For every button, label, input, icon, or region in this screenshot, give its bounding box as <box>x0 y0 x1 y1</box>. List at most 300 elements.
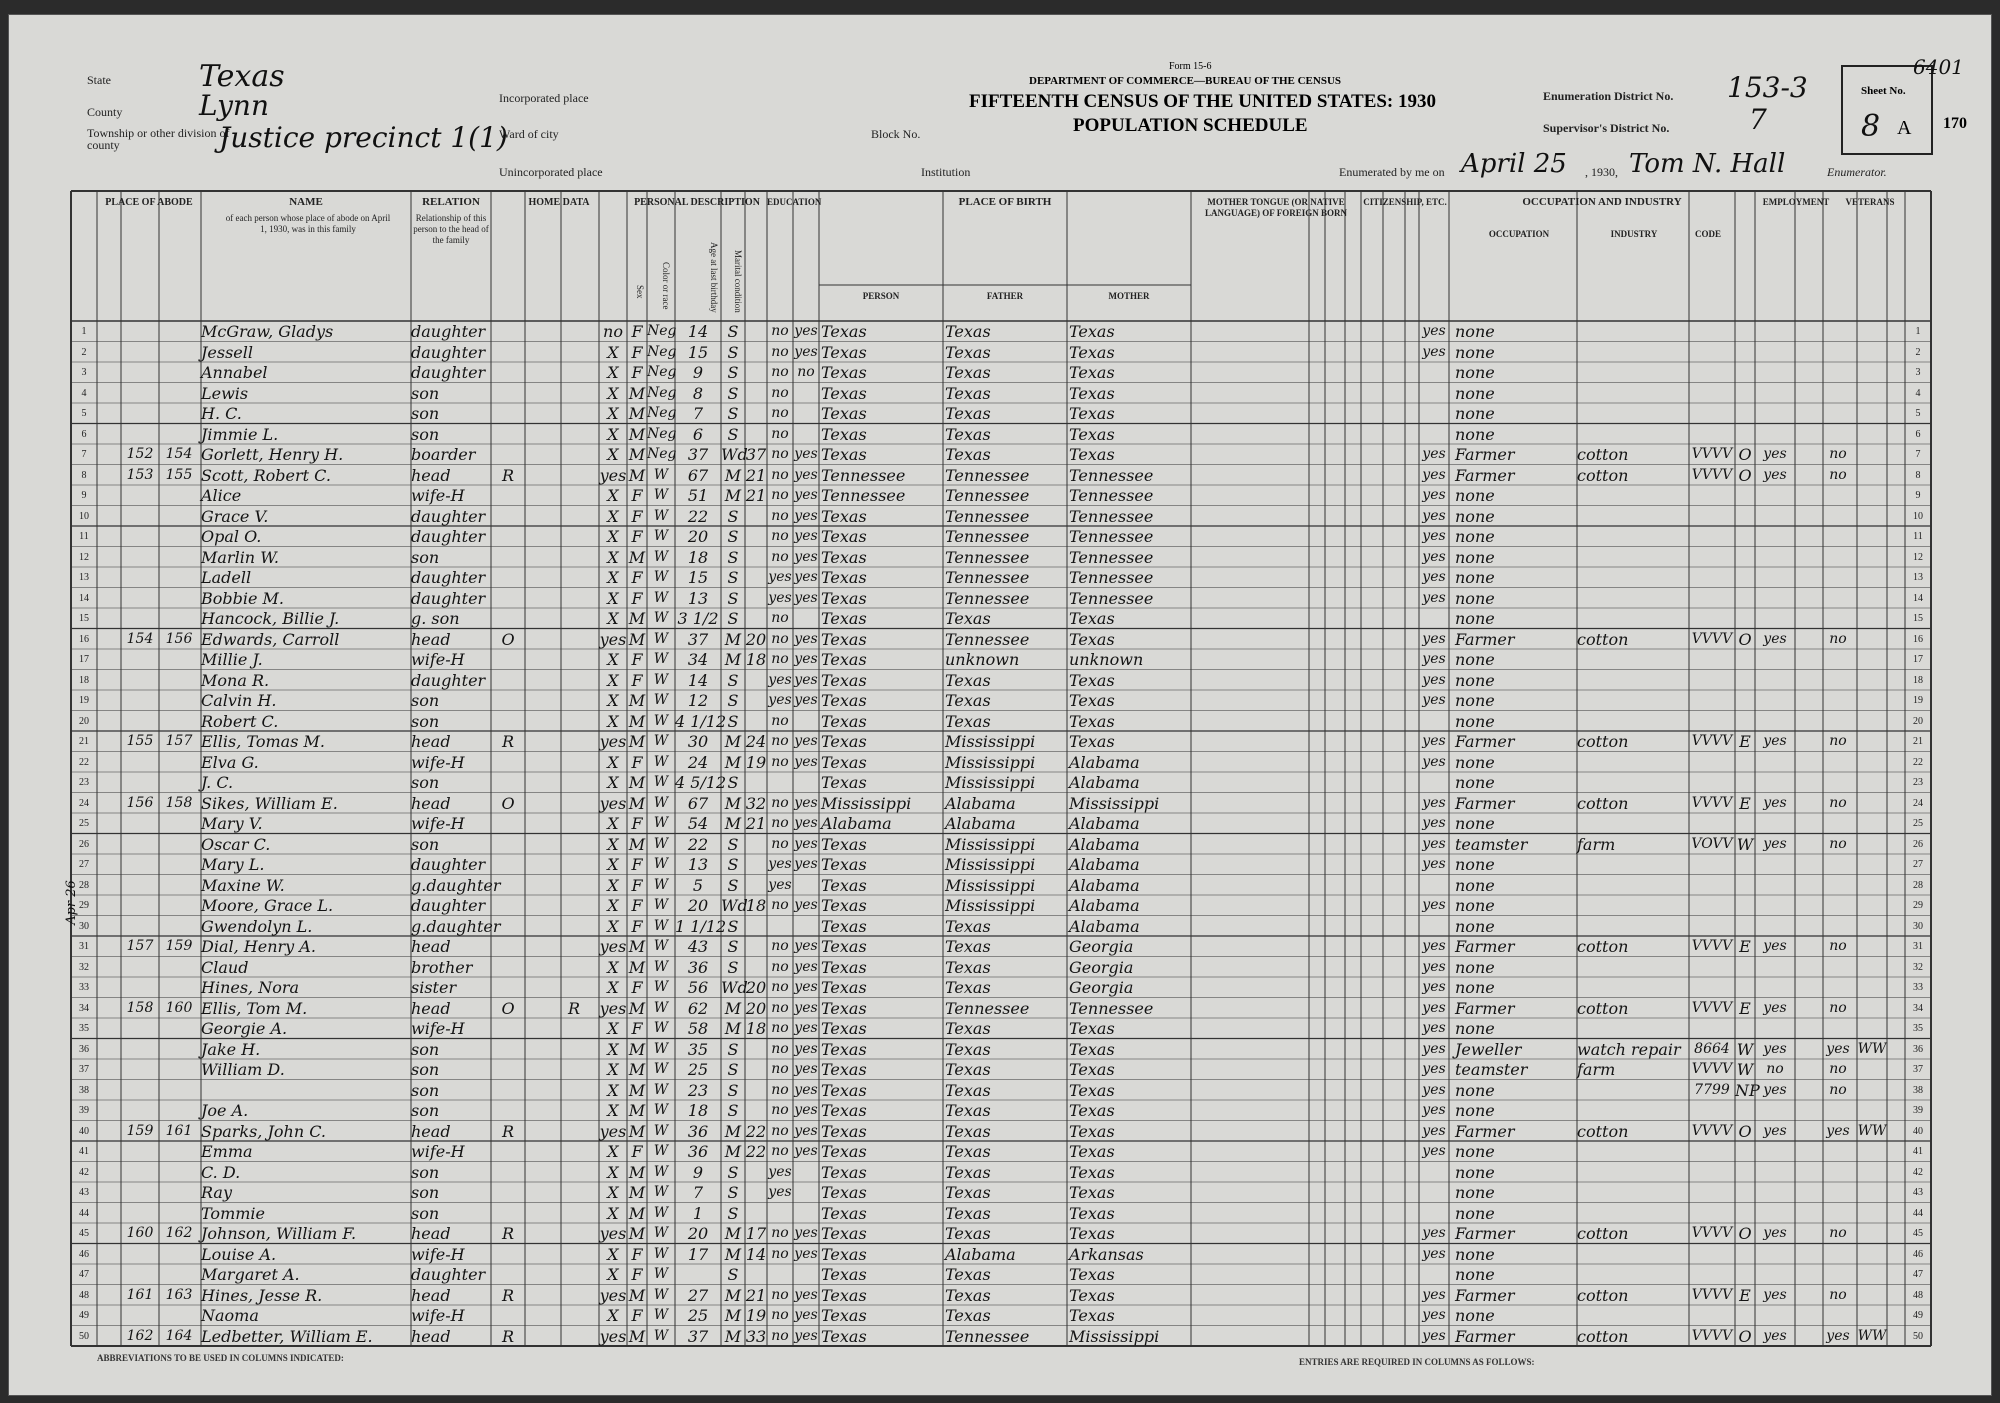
cell-eng: yes <box>1422 343 1446 360</box>
cell-farm: X <box>607 855 619 874</box>
cell-race: W <box>653 712 669 729</box>
cell-line: 7 <box>1915 449 1921 460</box>
cell-occ: Farmer <box>1455 629 1515 649</box>
cell-vet: no <box>1829 733 1847 749</box>
cell-tenure: R <box>501 1285 515 1305</box>
cell-rel: son <box>411 1039 440 1059</box>
cell-dw: 154 <box>126 630 154 647</box>
cell-mar: M <box>724 1224 742 1243</box>
cell-mar: M <box>724 1326 742 1346</box>
cell-ind: farm <box>1577 834 1616 854</box>
cell-vw: WW <box>1857 1122 1887 1139</box>
cell-farm: yes <box>599 937 627 956</box>
cell-mar: M <box>724 793 742 813</box>
cell-birth: Texas <box>821 1224 867 1243</box>
cell-rel: wife-H <box>411 650 465 669</box>
cell-read: yes <box>794 487 818 503</box>
cell-age: 3 1/2 <box>677 609 719 628</box>
cell-line: 50 <box>79 1330 89 1342</box>
cell-occ: none <box>1455 1244 1495 1264</box>
cell-sex: M <box>628 1060 646 1079</box>
cell-eng: yes <box>1422 1307 1446 1323</box>
cell-race: Neg <box>647 323 677 339</box>
cell-read: yes <box>794 1061 818 1077</box>
cell-race: W <box>653 733 669 749</box>
cell-occ: Jeweller <box>1455 1039 1522 1059</box>
sheet-side: A <box>1897 117 1912 139</box>
cell-school: no <box>771 323 789 339</box>
cell-sex: F <box>631 855 643 874</box>
cell-mar: S <box>727 711 739 731</box>
cell-line: 24 <box>79 797 89 809</box>
cell-line: 24 <box>1913 797 1923 809</box>
cell-rel: wife-H <box>411 814 465 833</box>
cell-age: 37 <box>687 1326 709 1346</box>
cell-eng: yes <box>1422 1061 1446 1077</box>
enumerated-label: Enumerated by me on <box>1339 165 1445 179</box>
cell-eng: yes <box>1422 1020 1446 1036</box>
cell-line: 38 <box>79 1084 89 1096</box>
cell-birth: Texas <box>821 1285 867 1305</box>
cell-code: VVVV <box>1691 630 1733 647</box>
cell-mage: 18 <box>745 896 767 915</box>
cell-name: H. C. <box>201 404 242 423</box>
cell-sex: M <box>628 1101 646 1120</box>
cell-mother: Tennessee <box>1069 486 1154 505</box>
cell-birth: Tennessee <box>821 465 906 485</box>
cell-farm: X <box>607 1142 619 1161</box>
cell-occ: Farmer <box>1455 732 1515 751</box>
cell-farm: X <box>607 896 619 915</box>
cell-race: W <box>653 979 669 995</box>
cell-vet: no <box>1829 1286 1847 1303</box>
cell-sex: M <box>628 937 646 956</box>
cell-eng: yes <box>1422 733 1446 749</box>
cell-school: no <box>771 1081 789 1098</box>
cell-name: Ray <box>201 1183 232 1202</box>
cell-mother: Alabama <box>1069 814 1140 833</box>
cell-race: W <box>653 610 669 626</box>
subhead-age: Age at last birthday <box>709 241 719 313</box>
cell-emp: yes <box>1763 733 1787 749</box>
cell-father: Texas <box>945 1142 991 1161</box>
cell-school: no <box>771 835 789 852</box>
cell-read: yes <box>794 671 818 688</box>
cell-tenure: R <box>501 1326 515 1346</box>
cell-father: Texas <box>945 1060 991 1079</box>
cell-eng: yes <box>1422 1102 1446 1118</box>
cell-sex: M <box>628 1080 646 1100</box>
cell-fam: 161 <box>165 1122 193 1139</box>
cell-age: 18 <box>687 1101 709 1120</box>
cell-line: 9 <box>81 490 87 501</box>
cell-occ: Farmer <box>1455 465 1515 485</box>
cell-birth: Texas <box>821 916 867 936</box>
cell-race: W <box>653 1143 669 1159</box>
cell-age: 13 <box>687 855 709 874</box>
cell-occ: none <box>1455 1306 1495 1325</box>
cell-line: 15 <box>1913 613 1923 624</box>
cell-mother: Tennessee <box>1069 588 1154 608</box>
cell-dw: 161 <box>126 1286 154 1303</box>
cell-code: VVVV <box>1691 446 1733 462</box>
cell-birth: Texas <box>821 670 867 690</box>
cell-age: 12 <box>687 691 709 710</box>
cell-eng: yes <box>1422 1225 1446 1241</box>
cell-eng: yes <box>1422 999 1446 1016</box>
cell-school: no <box>771 938 789 954</box>
cell-farm: X <box>607 588 619 608</box>
cell-birth: Texas <box>821 1183 867 1202</box>
cell-name: Grace V. <box>201 506 269 526</box>
cell-code: VVVV <box>1691 1327 1733 1344</box>
cell-dw: 157 <box>126 938 154 954</box>
cell-line: 27 <box>79 859 89 870</box>
cell-read: yes <box>794 979 818 995</box>
cell-school: no <box>771 1020 789 1036</box>
state-value: Texas <box>199 59 285 94</box>
cell-birth: Texas <box>821 752 867 772</box>
cell-mother: Texas <box>1069 445 1115 464</box>
cell-father: Alabama <box>945 814 1016 833</box>
cell-race: W <box>653 958 669 975</box>
cell-line: 23 <box>1913 777 1923 788</box>
cell-eng: yes <box>1422 753 1446 770</box>
cell-father: Texas <box>945 1306 991 1325</box>
cell-farm: X <box>607 609 619 628</box>
cell-sex: F <box>631 1244 643 1264</box>
cell-mother: Texas <box>1069 1285 1115 1305</box>
cell-sex: M <box>628 609 646 628</box>
sd-value: 7 <box>1749 103 1767 136</box>
cell-name: Elva G. <box>201 752 259 772</box>
cell-read: yes <box>794 548 818 565</box>
cell-farm: X <box>607 752 619 772</box>
cell-emp: yes <box>1763 835 1787 852</box>
cell-occ: none <box>1455 896 1495 915</box>
cell-name: Jessell <box>201 342 254 362</box>
cell-school: no <box>771 528 789 544</box>
cell-farm: X <box>607 527 619 546</box>
enumerator-label: Enumerator. <box>1827 165 1887 179</box>
cell-ind: cotton <box>1577 937 1629 956</box>
cell-mother: Texas <box>1069 1183 1115 1202</box>
cell-father: Tennessee <box>945 547 1030 567</box>
cell-farm: yes <box>599 629 627 649</box>
cell-rel: daughter <box>411 896 486 915</box>
cell-eng: yes <box>1422 1122 1446 1139</box>
cell-school: no <box>771 364 789 380</box>
cell-race: W <box>653 815 669 831</box>
cell-school: no <box>771 487 789 503</box>
cell-age: 7 <box>692 1183 704 1202</box>
cell-mar: M <box>724 1121 742 1141</box>
cell-birth: Texas <box>821 937 867 956</box>
cell-mother: Texas <box>1069 404 1115 423</box>
cell-occ: none <box>1455 568 1495 587</box>
cell-dw: 158 <box>126 999 154 1016</box>
cell-sex: M <box>628 998 646 1018</box>
cell-school: yes <box>768 671 792 688</box>
cell-emp: yes <box>1763 1327 1787 1344</box>
cell-line: 29 <box>1913 900 1923 911</box>
cell-mar: M <box>724 752 742 772</box>
cell-farm: X <box>607 978 619 997</box>
subhead-sex: Sex <box>635 285 645 299</box>
cell-school: no <box>771 446 789 462</box>
cell-vw: WW <box>1857 1327 1887 1344</box>
cell-read: yes <box>794 1286 818 1303</box>
cell-school: no <box>771 425 789 442</box>
cell-rel: son <box>411 1080 440 1100</box>
cell-line: 4 <box>81 387 87 399</box>
cell-birth: Texas <box>821 773 867 792</box>
cell-fam: 163 <box>165 1286 193 1303</box>
cell-occ: none <box>1455 342 1495 362</box>
cell-occ: none <box>1455 547 1495 567</box>
cell-rel: son <box>411 383 440 403</box>
cell-sex: F <box>631 916 643 936</box>
cell-line: 1 <box>1915 326 1921 337</box>
cell-name: Louise A. <box>201 1244 277 1264</box>
cell-mother: Texas <box>1069 1060 1115 1079</box>
cell-name: Gwendolyn L. <box>201 916 313 936</box>
cell-line: 31 <box>79 941 89 952</box>
cell-line: 5 <box>81 408 87 419</box>
cell-age: 37 <box>687 445 709 464</box>
cell-race: W <box>653 1102 669 1118</box>
cell-code: VVVV <box>1691 1122 1733 1139</box>
cell-line: 49 <box>1913 1310 1923 1321</box>
cell-line: 35 <box>1913 1023 1923 1034</box>
cell-cls: O <box>1738 629 1752 649</box>
cell-race: W <box>653 1245 669 1262</box>
cell-race: W <box>653 1061 669 1077</box>
subhead-industry: INDUSTRY <box>1610 229 1658 239</box>
cell-mage: 37 <box>745 445 767 464</box>
cell-line: 8 <box>1915 469 1921 481</box>
cell-line: 1 <box>81 326 87 337</box>
cell-mar: S <box>727 875 739 895</box>
cell-mar: S <box>727 916 739 936</box>
cell-mar: Wd <box>721 896 748 915</box>
cell-mage: 21 <box>745 1285 767 1305</box>
cell-mage: 20 <box>745 629 767 649</box>
cell-dw: 155 <box>126 733 154 749</box>
cell-mother: Texas <box>1069 711 1115 731</box>
cell-father: Texas <box>945 957 991 977</box>
cell-name: Dial, Henry A. <box>201 937 316 956</box>
cell-mage: 24 <box>745 732 767 751</box>
cell-line: 30 <box>1913 920 1923 932</box>
cell-name: Bobbie M. <box>201 588 285 608</box>
cell-father: Tennessee <box>945 629 1030 649</box>
cell-eng: yes <box>1422 446 1446 462</box>
cell-name: Ladell <box>201 568 252 587</box>
cell-fam: 159 <box>165 938 193 954</box>
cell-farm: X <box>607 834 619 854</box>
cell-occ: none <box>1455 1019 1495 1038</box>
cell-name: McGraw, Gladys <box>201 322 334 341</box>
cell-eng: yes <box>1422 1040 1446 1057</box>
cell-father: Texas <box>945 383 991 403</box>
cell-line: 21 <box>79 736 89 747</box>
cell-fam: 155 <box>165 466 193 483</box>
cell-line: 42 <box>79 1166 89 1178</box>
cell-cls: E <box>1739 793 1751 813</box>
form-subtitle: POPULATION SCHEDULE <box>1073 115 1308 136</box>
cell-occ: Farmer <box>1455 793 1515 813</box>
cell-emp: yes <box>1763 1081 1787 1098</box>
cell-sex: F <box>631 650 643 669</box>
cell-mar: M <box>724 1285 742 1305</box>
cell-cls: O <box>1738 1326 1752 1346</box>
cell-cls: E <box>1739 1285 1751 1305</box>
cell-farm: yes <box>599 1121 627 1141</box>
cell-sex: M <box>628 424 646 444</box>
cell-read: yes <box>794 466 818 483</box>
cell-school: no <box>771 958 789 975</box>
cell-read: yes <box>794 1040 818 1057</box>
cell-mar: M <box>724 650 742 669</box>
cell-line: 45 <box>1913 1228 1923 1239</box>
cell-name: Hines, Jesse R. <box>201 1285 323 1305</box>
cell-vet: no <box>1829 794 1847 811</box>
cell-read: yes <box>794 569 818 585</box>
cell-race: W <box>653 1163 669 1180</box>
cell-line: 33 <box>1913 982 1923 993</box>
cell-occ: none <box>1455 609 1495 628</box>
cell-birth: Texas <box>821 424 867 444</box>
cell-line: 36 <box>79 1043 89 1055</box>
cell-line: 41 <box>1913 1146 1923 1157</box>
cell-ind: cotton <box>1577 1285 1629 1305</box>
cell-father: Texas <box>945 1285 991 1305</box>
cell-school: no <box>771 630 789 647</box>
cell-read: yes <box>794 1327 818 1344</box>
cell-name: J. C. <box>201 773 234 792</box>
cell-name: Ledbetter, William E. <box>201 1326 373 1346</box>
cell-line: 7 <box>81 449 87 460</box>
cell-occ: none <box>1455 752 1495 772</box>
cell-mar: S <box>727 957 739 977</box>
cell-father: Tennessee <box>945 1326 1030 1346</box>
cell-name: Oscar C. <box>201 834 271 854</box>
cell-emp: yes <box>1763 1225 1787 1241</box>
cell-rel: head <box>411 937 451 956</box>
cell-rel: daughter <box>411 363 486 382</box>
cell-birth: Texas <box>821 711 867 731</box>
census-sheet <box>8 14 1992 1396</box>
sd-label: Supervisor's District No. <box>1543 121 1670 135</box>
cell-mother: Mississippi <box>1069 793 1160 813</box>
cell-race: W <box>653 692 669 708</box>
cell-line: 32 <box>79 961 89 973</box>
cell-rel: g.daughter <box>411 916 501 936</box>
cell-eng: yes <box>1422 794 1446 811</box>
cell-mar: S <box>727 342 739 362</box>
cell-line: 16 <box>79 633 89 645</box>
cell-age: 7 <box>692 404 704 423</box>
cell-mar: M <box>724 465 742 485</box>
cell-sex: M <box>628 1224 646 1243</box>
cell-name: Mary L. <box>201 855 265 874</box>
cell-age: 51 <box>687 486 709 505</box>
cell-farm: yes <box>599 1224 627 1243</box>
subhead-marital: Marital condition <box>733 249 743 313</box>
cell-father: Texas <box>945 1265 991 1284</box>
cell-race: Neg <box>647 384 677 401</box>
cell-mage: 21 <box>745 486 767 505</box>
cell-name: Alice <box>201 486 242 505</box>
cell-school: yes <box>768 856 792 872</box>
cell-father: Mississippi <box>945 875 1036 895</box>
cell-cls: E <box>1739 937 1751 956</box>
cell-line: 39 <box>79 1105 89 1116</box>
cell-race: W <box>653 1020 669 1036</box>
cell-mage: 21 <box>745 465 767 485</box>
township-label: Township or other division of county <box>87 126 230 152</box>
cell-race: W <box>653 1040 669 1057</box>
cell-race: W <box>653 487 669 503</box>
cell-race: W <box>653 753 669 770</box>
cell-birth: Texas <box>821 629 867 649</box>
cell-sex: M <box>628 834 646 854</box>
cell-ind: cotton <box>1577 998 1629 1018</box>
cell-cls: E <box>1739 732 1751 751</box>
group-personal-description: PERSONAL DESCRIPTION <box>634 197 760 208</box>
cell-school: yes <box>768 1184 792 1200</box>
cell-sex: M <box>628 1121 646 1141</box>
cell-rel: boarder <box>411 445 476 464</box>
cell-sex: M <box>628 547 646 567</box>
cell-mother: Texas <box>1069 1203 1115 1223</box>
cell-age: 30 <box>687 732 709 751</box>
cell-line: 50 <box>1913 1330 1923 1342</box>
township-value: Justice precinct 1(1) <box>219 121 508 154</box>
cell-mar: S <box>727 855 739 874</box>
cell-line: 12 <box>1913 551 1923 563</box>
cell-birth: Texas <box>821 383 867 403</box>
cell-occ: none <box>1455 1162 1495 1182</box>
cell-cls: NP <box>1735 1080 1760 1100</box>
cell-father: Texas <box>945 445 991 464</box>
cell-birth: Texas <box>821 1080 867 1100</box>
cell-line: 20 <box>1913 715 1923 727</box>
cell-farm: no <box>603 322 623 341</box>
cell-age: 36 <box>687 957 709 977</box>
cell-school: no <box>771 753 789 770</box>
cell-race: W <box>653 1225 669 1241</box>
cell-code: VVVV <box>1691 733 1733 749</box>
cell-name: Joe A. <box>201 1101 249 1120</box>
cell-name: Jimmie L. <box>201 424 279 444</box>
cell-dw: 152 <box>126 446 154 462</box>
cell-sex: M <box>628 793 646 813</box>
cell-age: 67 <box>687 793 709 813</box>
cell-occ: Farmer <box>1455 1285 1515 1305</box>
cell-mother: Texas <box>1069 670 1115 690</box>
cell-code: VVVV <box>1691 999 1733 1016</box>
cell-mar: M <box>724 1142 742 1161</box>
cell-birth: Texas <box>821 1121 867 1141</box>
cell-line: 3 <box>81 367 87 378</box>
cell-farm: X <box>607 1060 619 1079</box>
cell-mother: Texas <box>1069 342 1115 362</box>
cell-mar: S <box>727 404 739 423</box>
cell-father: Texas <box>945 1224 991 1243</box>
cell-occ: none <box>1455 404 1495 423</box>
